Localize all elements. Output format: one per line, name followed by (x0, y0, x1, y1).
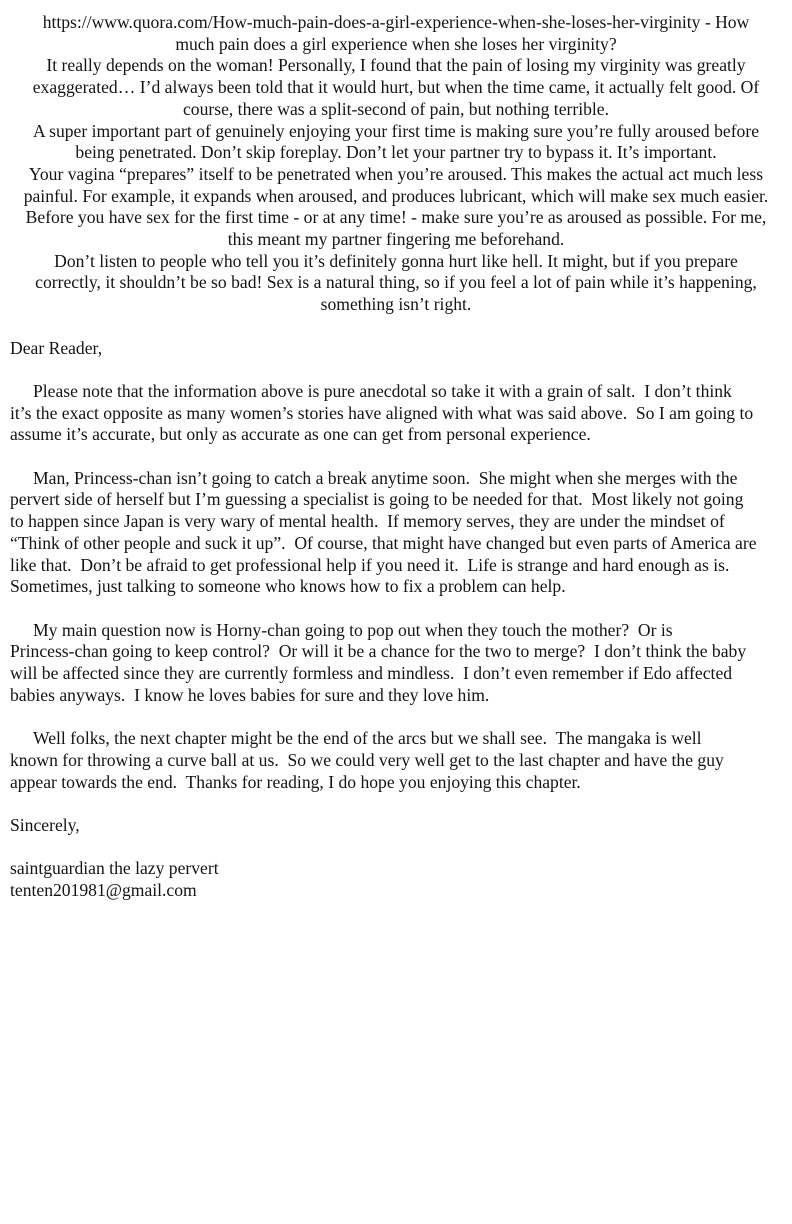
text-line: “Think of other people and suck it up”. Of course, that might have changed but even parts of America are (10, 532, 757, 553)
text-line: Please note that the information above is pure anecdotal so take it with a grain of salt. I don’t think (33, 380, 732, 401)
letter-paragraph-2 (10, 468, 782, 598)
text-line: Princess-chan going to keep control? Or will it be a chance for the two to merge? I don’t think the baby (10, 641, 747, 662)
letter-paragraph-3 (10, 620, 782, 707)
text-line: Don’t listen to people who tell you it’s definitely gonna hurt like hell. It might, but if you prepare (54, 250, 738, 271)
text-line: much pain does a girl experience when she loses her virginity? (175, 33, 617, 54)
text-line: something isn’t right. (320, 294, 472, 315)
text-line: painful. For example, it expands when aroused, and produces lubricant, which will make sex much easier. (23, 185, 769, 206)
text-line: Man, Princess-chan isn’t going to catch a break anytime soon. She might when she merges with the (33, 467, 738, 488)
quora-quote-block (10, 12, 782, 316)
text-line: babies anyways. I know he loves babies for sure and they love him. (10, 684, 490, 705)
text-line: My main question now is Horny-chan going to pop out when they touch the mother? Or is (33, 619, 673, 640)
text-line: A super important part of genuinely enjoying your first time is making sure you’re fully aroused before (32, 120, 760, 141)
text-line: Your vagina “prepares” itself to be penetrated when you’re aroused. This makes the actual act much less (28, 163, 764, 184)
text-line: Before you have sex for the first time - or at any time! - make sure you’re as aroused as possible. For me, (25, 207, 767, 228)
text-line: appear towards the end. Thanks for reading, I do hope you enjoying this chapter. (10, 771, 581, 792)
text-line: pervert side of herself but I’m guessing a specialist is going to be needed for that. Most likely not going (10, 489, 744, 510)
text-line: like that. Don’t be afraid to get professional help if you need it. Life is strange and hard enough as is. (10, 554, 730, 575)
closing: Sincerely, (10, 814, 80, 835)
text-line: assume it’s accurate, but only as accurate as one can get from personal experience. (10, 424, 591, 445)
text-line: Well folks, the next chapter might be the end of the arcs but we shall see. The mangaka is well (33, 728, 702, 749)
text-line: course, there was a split-second of pain, but nothing terrible. (182, 98, 610, 119)
text-line: It really depends on the woman! Personally, I found that the pain of losing my virginity was greatly (46, 55, 746, 76)
text-line: exaggerated… I’d always been told that it would hurt, but when the time came, it actually felt good. Of (32, 77, 760, 98)
text-line: correctly, it shouldn’t be so bad! Sex is a natural thing, so if you feel a lot of pain while it’s happening, (35, 272, 757, 293)
text-line: being penetrated. Don’t skip foreplay. Don’t let your partner try to bypass it. It’s important. (75, 142, 717, 163)
text-line: Sometimes, just talking to someone who knows how to fix a problem can help. (10, 576, 566, 597)
text-line: https://www.quora.com/How-much-pain-does-a-girl-experience-when-she-loses-her-virginity - How (42, 12, 750, 32)
signature-email: tenten201981@gmail.com (10, 880, 197, 901)
signature-name: saintguardian the lazy pervert (10, 858, 219, 879)
text-line: it’s the exact opposite as many women’s stories have aligned with what was said above. So I am going to (10, 402, 754, 423)
text-line: will be affected since they are currently formless and mindless. I don’t even remember if Edo affected (10, 663, 733, 684)
text-line: to happen since Japan is very wary of mental health. If memory serves, they are under the mindset of (10, 511, 725, 532)
letter-paragraph-1 (10, 381, 782, 446)
text-line: this meant my partner fingering me beforehand. (227, 229, 565, 250)
letter-paragraph-4 (10, 728, 782, 793)
signature-block (10, 858, 782, 901)
salutation: Dear Reader, (10, 337, 103, 358)
text-line: known for throwing a curve ball at us. So we could very well get to the last chapter and have the guy (10, 749, 724, 770)
